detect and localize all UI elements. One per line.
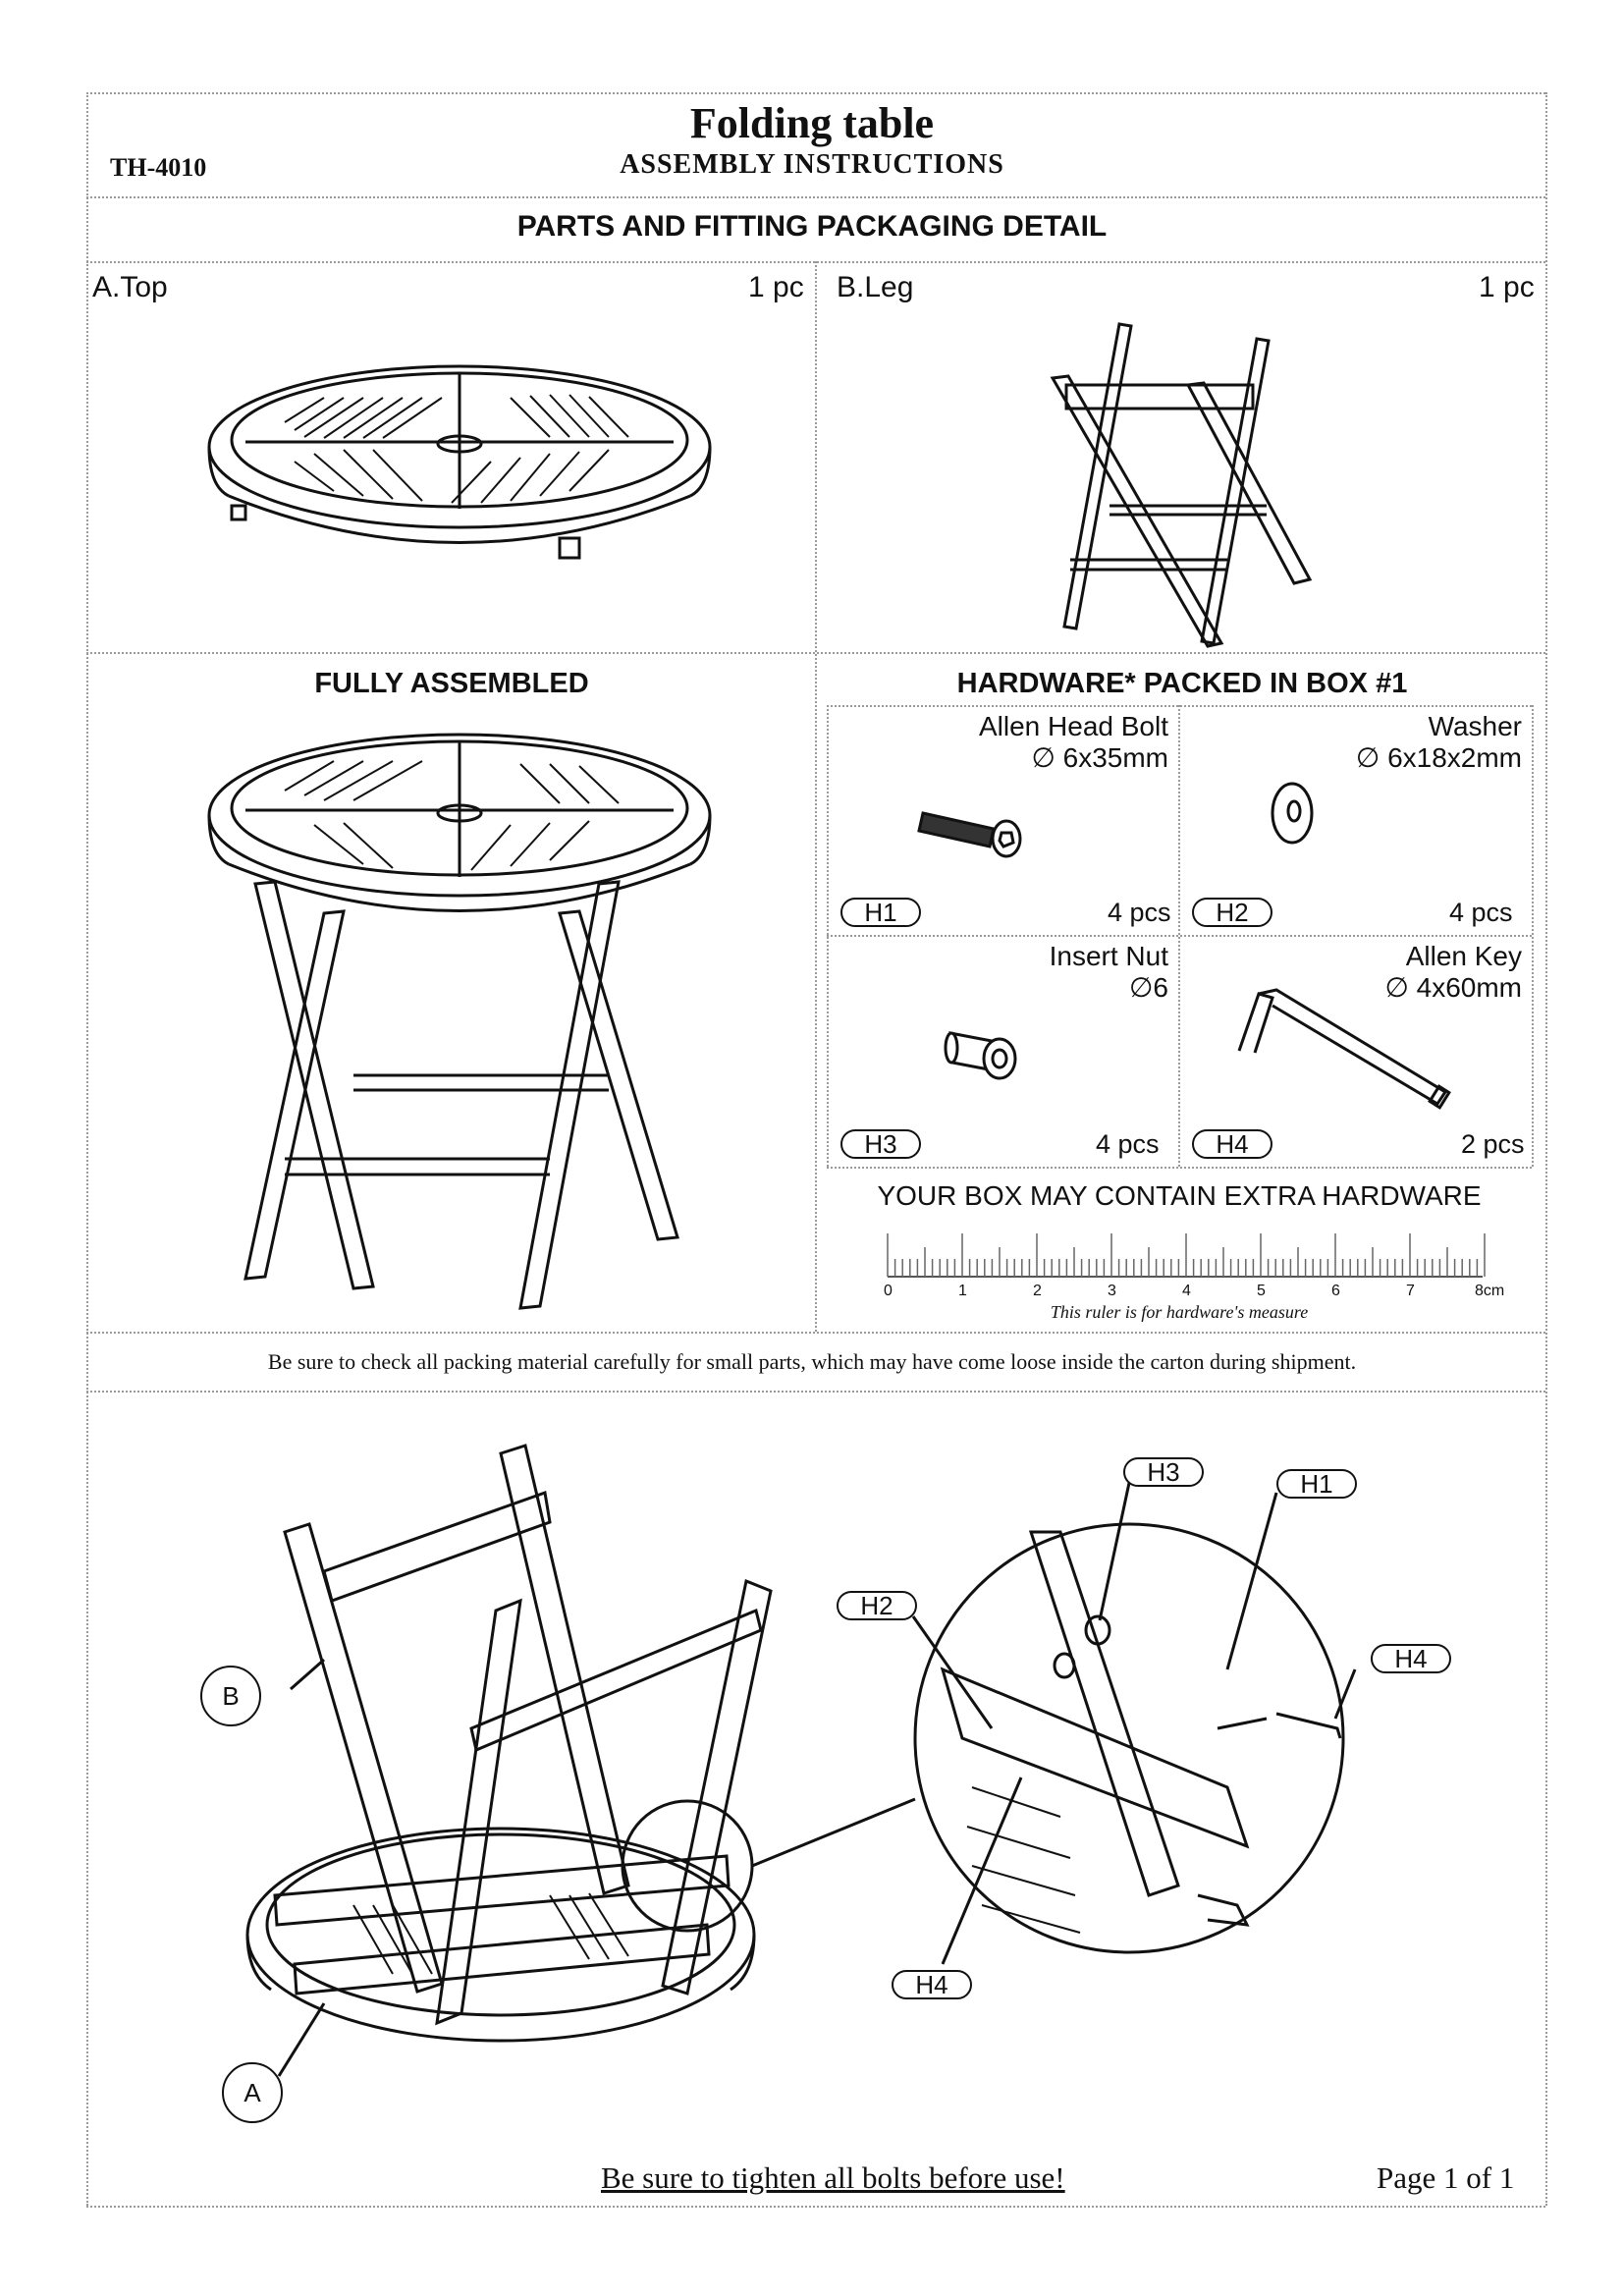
document-subtitle: ASSEMBLY INSTRUCTIONS: [620, 149, 1004, 180]
packing-note: Be sure to check all packing material carefully for small parts, which may have come loose inside the carton during shipment.: [267, 1349, 1357, 1374]
hardware-h2-size: 6x18x2mm: [1387, 742, 1522, 773]
ruler-tick-label: 4: [1182, 1283, 1191, 1299]
hardware-h1-name: Allen Head Bolt: [978, 711, 1168, 741]
fully-assembled-heading: FULLY ASSEMBLED: [314, 668, 589, 699]
extra-hardware-note: YOUR BOX MAY CONTAIN EXTRA HARDWARE: [877, 1180, 1482, 1211]
hardware-h1-qty: 4 pcs: [1108, 898, 1171, 927]
hardware-h4-code: H4: [1192, 1129, 1272, 1159]
part-a-label: A.Top: [92, 271, 168, 303]
ruler-tick-label: 1: [958, 1283, 967, 1299]
diameter-icon: ∅: [1384, 972, 1409, 1003]
ruler-tick-label: 2: [1033, 1283, 1042, 1299]
diameter-icon: ∅: [1129, 972, 1154, 1003]
model-number: TH-4010: [110, 153, 207, 182]
hardware-h1-size: 6x35mm: [1062, 742, 1168, 773]
ruler-tick-label: 6: [1331, 1283, 1340, 1299]
hardware-h3-qty: 4 pcs: [1096, 1129, 1160, 1159]
callout-detail-h4-bottom: H4: [892, 1970, 972, 1999]
tighten-bolts-note: Be sure to tighten all bolts before use!: [601, 2160, 1065, 2195]
ruler-tick-label: 3: [1108, 1283, 1116, 1299]
hardware-h3-name: Insert Nut: [1049, 941, 1168, 971]
page-number: Page 1 of 1: [1377, 2160, 1515, 2195]
hardware-h2-code: H2: [1192, 898, 1272, 927]
callout-leg-b: B: [200, 1666, 261, 1726]
hardware-h4-size: 4x60mm: [1416, 972, 1522, 1003]
callout-detail-h2: H2: [837, 1591, 917, 1620]
part-b-qty: 1 pc: [1479, 271, 1535, 303]
ruler-tick-label: 8cm: [1475, 1283, 1505, 1299]
hardware-h4-qty: 2 pcs: [1461, 1129, 1525, 1159]
part-a-qty: 1 pc: [748, 271, 804, 303]
part-b-label: B.Leg: [837, 271, 914, 303]
callout-top-a: A: [222, 2062, 283, 2123]
hardware-h1-code: H1: [840, 898, 921, 927]
hardware-heading: HARDWARE* PACKED IN BOX #1: [956, 668, 1408, 699]
ruler-tick-label: 5: [1257, 1283, 1266, 1299]
callout-detail-h1: H1: [1276, 1469, 1357, 1499]
ruler-note: This ruler is for hardware's measure: [1050, 1302, 1309, 1322]
document-title: Folding table: [689, 99, 935, 147]
diameter-icon: ∅: [1355, 742, 1380, 773]
callout-detail-h4-right: H4: [1371, 1644, 1451, 1673]
ruler-tick-label: 7: [1406, 1283, 1415, 1299]
hardware-h3-code: H3: [840, 1129, 921, 1159]
hardware-h3-size: 6: [1153, 972, 1168, 1003]
hardware-h4-name: Allen Key: [1405, 941, 1522, 971]
ruler-tick-label: 0: [884, 1283, 893, 1299]
diameter-icon: ∅: [1031, 742, 1056, 773]
section-title: PARTS AND FITTING PACKAGING DETAIL: [516, 210, 1108, 243]
hardware-h2-qty: 4 pcs: [1449, 898, 1513, 927]
callout-detail-h3: H3: [1123, 1457, 1204, 1487]
hardware-h2-name: Washer: [1428, 711, 1522, 741]
